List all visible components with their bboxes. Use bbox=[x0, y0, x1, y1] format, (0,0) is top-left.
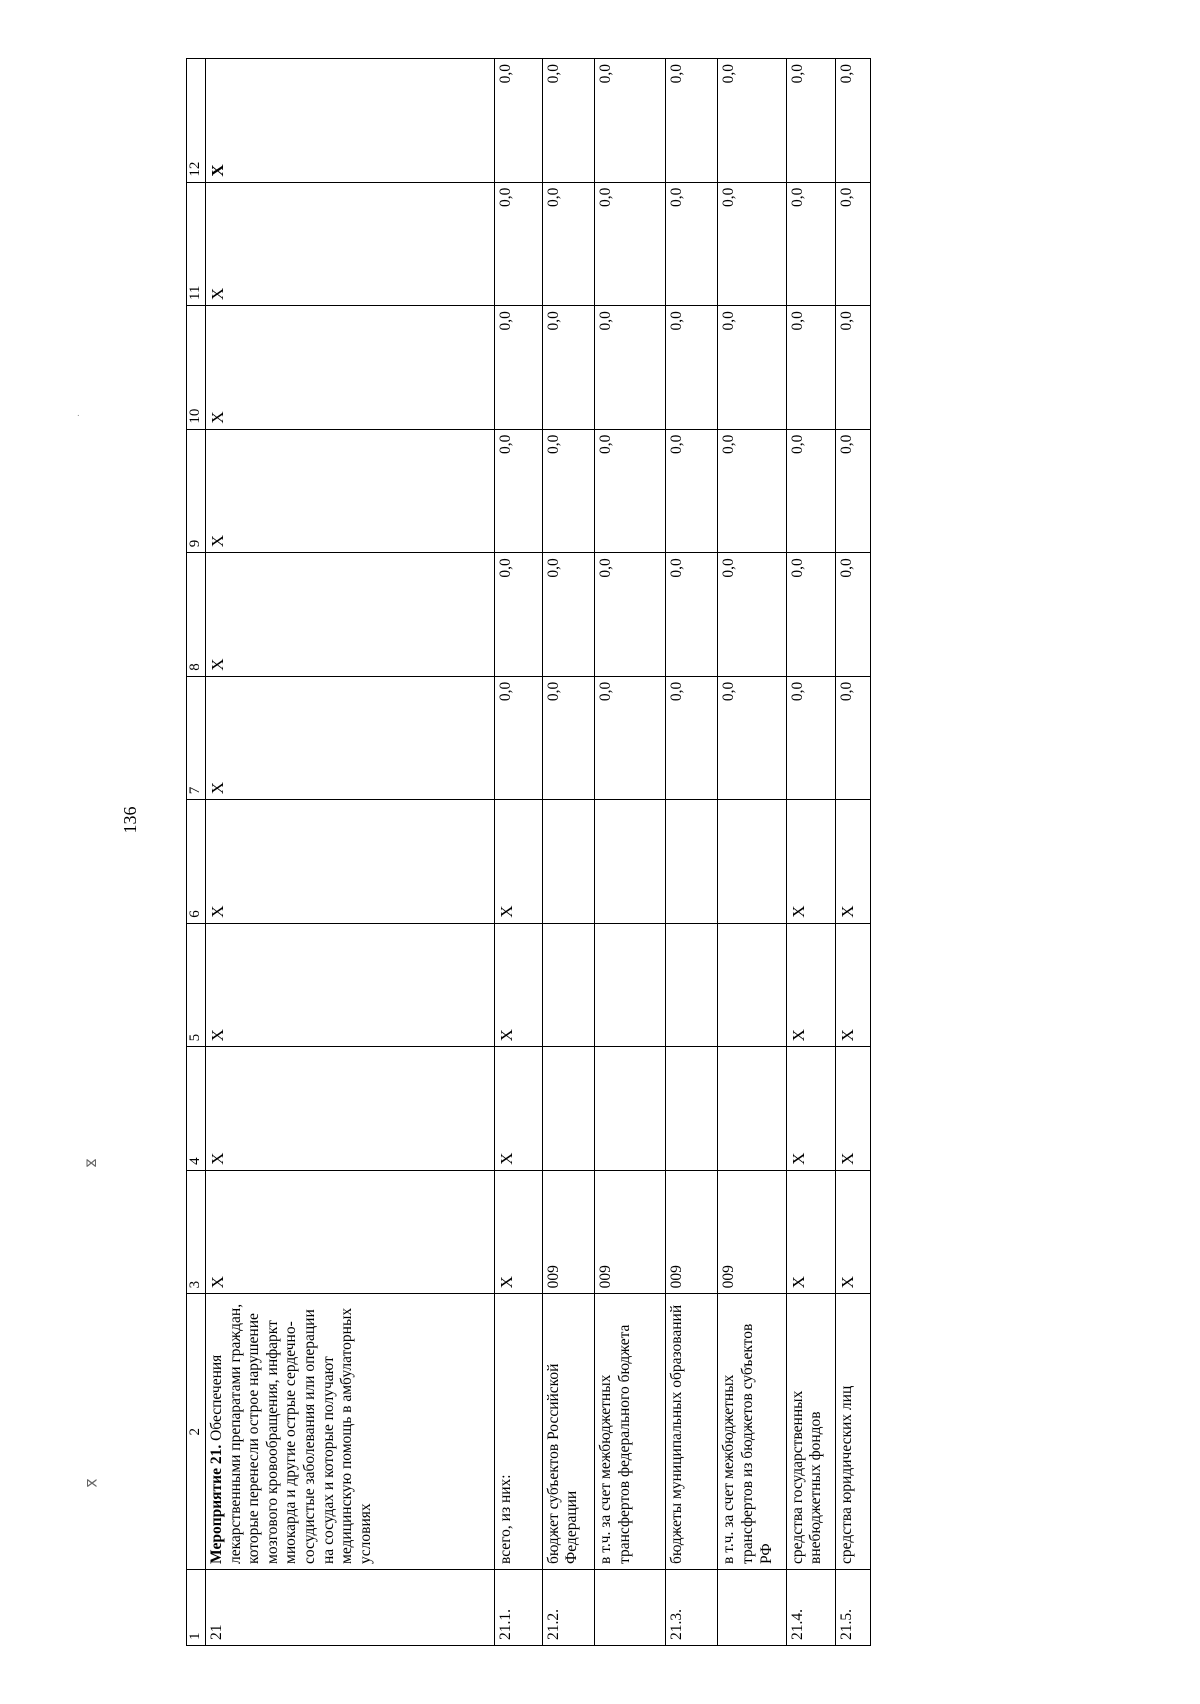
header-cell: 2 bbox=[187, 1294, 206, 1570]
table-cell: X bbox=[495, 923, 542, 1047]
header-cell: 6 bbox=[187, 800, 206, 924]
page-number: 136 bbox=[120, 806, 140, 834]
table-row bbox=[495, 59, 542, 1646]
table-cell: 0,0 bbox=[542, 676, 595, 800]
header-cell: 3 bbox=[187, 1170, 206, 1294]
table-cell bbox=[665, 1047, 718, 1171]
table-cell: 0,0 bbox=[836, 306, 871, 430]
table-cell: X bbox=[495, 1047, 542, 1171]
table-cell: X bbox=[495, 800, 542, 924]
table-row bbox=[836, 59, 871, 1646]
row-id bbox=[595, 1569, 666, 1645]
table-row bbox=[665, 59, 718, 1646]
table-cell: 0,0 bbox=[786, 306, 835, 430]
table-cell: X bbox=[786, 1170, 835, 1294]
row-id: 21.2. bbox=[542, 1569, 595, 1645]
table-cell: 0,0 bbox=[718, 429, 786, 553]
table-cell: 0,0 bbox=[542, 59, 595, 183]
header-cell: 10 bbox=[187, 306, 206, 430]
scan-mark: · bbox=[74, 413, 86, 418]
table-cell: 0,0 bbox=[595, 429, 666, 553]
table-cell: 0,0 bbox=[718, 59, 786, 183]
table-row bbox=[205, 59, 494, 1646]
table-cell: 0,0 bbox=[595, 676, 666, 800]
table-cell: 0,0 bbox=[718, 182, 786, 306]
table-row bbox=[542, 59, 595, 1646]
table-cell bbox=[542, 800, 595, 924]
table-cell: X bbox=[786, 1047, 835, 1171]
header-cell: 1 bbox=[187, 1569, 206, 1645]
table-cell: X bbox=[205, 1170, 494, 1294]
row-label: бюджеты муниципальных образований bbox=[665, 1294, 718, 1570]
table-cell: X bbox=[495, 1170, 542, 1294]
header-cell: 7 bbox=[187, 676, 206, 800]
header-cell: 11 bbox=[187, 182, 206, 306]
table-cell: 0,0 bbox=[665, 553, 718, 677]
table-cell: X bbox=[205, 553, 494, 677]
table-cell: X bbox=[205, 429, 494, 553]
table-cell: X bbox=[205, 923, 494, 1047]
table-cell: X bbox=[205, 182, 494, 306]
table-cell bbox=[718, 923, 786, 1047]
table-cell: 0,0 bbox=[718, 676, 786, 800]
budget-table bbox=[186, 58, 871, 1646]
table-cell: X bbox=[786, 923, 835, 1047]
table-cell bbox=[665, 923, 718, 1047]
row-label-text: Обеспечения лекарственными препаратами граждан, которые перенесли острое нарушение мозгового кровообращения, инфаркт миокарда и другие острые сердечно-сосудистые заболевания или операции на сосудах и которые получают медицинскую помощь в амбулаторных условиях bbox=[207, 1303, 374, 1564]
table-cell: 0,0 bbox=[665, 676, 718, 800]
row-label-bold: Мероприятие 21. bbox=[207, 1444, 225, 1564]
table-cell bbox=[595, 923, 666, 1047]
header-cell: 12 bbox=[187, 59, 206, 183]
row-label bbox=[205, 1294, 494, 1570]
table-cell: 0,0 bbox=[542, 306, 595, 430]
table-cell bbox=[718, 1047, 786, 1171]
table-cell: 0,0 bbox=[665, 182, 718, 306]
table-cell: 0,0 bbox=[786, 553, 835, 677]
row-label: средства юридических лиц bbox=[836, 1294, 871, 1570]
table-cell: 0,0 bbox=[495, 676, 542, 800]
table-cell bbox=[595, 800, 666, 924]
table-cell: X bbox=[786, 800, 835, 924]
table-cell: 009 bbox=[542, 1170, 595, 1294]
table-cell: 0,0 bbox=[495, 182, 542, 306]
table-cell: 0,0 bbox=[836, 182, 871, 306]
table-cell: 0,0 bbox=[665, 306, 718, 430]
table-cell: 0,0 bbox=[595, 182, 666, 306]
table-cell: 0,0 bbox=[595, 553, 666, 677]
row-id: 21 bbox=[205, 1569, 494, 1645]
row-id bbox=[718, 1569, 786, 1645]
table-cell: 0,0 bbox=[836, 59, 871, 183]
table-row bbox=[595, 59, 666, 1646]
table-cell bbox=[542, 923, 595, 1047]
row-id: 21.4. bbox=[786, 1569, 835, 1645]
table-cell: 0,0 bbox=[836, 553, 871, 677]
table-cell: 0,0 bbox=[595, 306, 666, 430]
table-cell: 0,0 bbox=[718, 553, 786, 677]
table-cell: 0,0 bbox=[542, 553, 595, 677]
table-cell: 009 bbox=[665, 1170, 718, 1294]
table-cell: 009 bbox=[718, 1170, 786, 1294]
header-row bbox=[187, 59, 206, 1646]
table-cell bbox=[542, 1047, 595, 1171]
header-cell: 9 bbox=[187, 429, 206, 553]
table-cell: 0,0 bbox=[495, 59, 542, 183]
table-cell: 0,0 bbox=[786, 676, 835, 800]
table-cell: X bbox=[205, 800, 494, 924]
table-cell: 0,0 bbox=[542, 182, 595, 306]
table-cell: 0,0 bbox=[836, 676, 871, 800]
row-label: в т.ч. за счет межбюджетных трансфертов федерального бюджета bbox=[595, 1294, 666, 1570]
table-cell: 0,0 bbox=[495, 429, 542, 553]
table-cell: 0,0 bbox=[786, 429, 835, 553]
table-cell: X bbox=[205, 676, 494, 800]
table-row bbox=[786, 59, 835, 1646]
table-row bbox=[718, 59, 786, 1646]
row-label: бюджет субъектов Российской Федерации bbox=[542, 1294, 595, 1570]
table-cell: X bbox=[205, 1047, 494, 1171]
row-label: всего, из них: bbox=[495, 1294, 542, 1570]
row-id: 21.5. bbox=[836, 1569, 871, 1645]
table-cell bbox=[595, 1047, 666, 1171]
table-cell: 0,0 bbox=[495, 306, 542, 430]
header-cell: 8 bbox=[187, 553, 206, 677]
table-cell: X bbox=[836, 800, 871, 924]
row-id: 21.3. bbox=[665, 1569, 718, 1645]
row-label: в т.ч. за счет межбюджетных трансфертов из бюджетов субъектов РФ bbox=[718, 1294, 786, 1570]
table-cell: 0,0 bbox=[786, 182, 835, 306]
table-cell: 0,0 bbox=[836, 429, 871, 553]
table-cell: X bbox=[205, 59, 494, 183]
header-cell: 4 bbox=[187, 1047, 206, 1171]
table-cell: 0,0 bbox=[665, 59, 718, 183]
row-label: средства государственных внебюджетных фондов bbox=[786, 1294, 835, 1570]
table-cell: X bbox=[205, 306, 494, 430]
table-cell bbox=[718, 800, 786, 924]
table-cell: 0,0 bbox=[595, 59, 666, 183]
table-cell bbox=[665, 800, 718, 924]
row-id: 21.1. bbox=[495, 1569, 542, 1645]
table-cell: X bbox=[836, 923, 871, 1047]
table-cell: 0,0 bbox=[495, 553, 542, 677]
rotated-table-container bbox=[186, 58, 871, 1646]
scan-mark: ⴳ bbox=[84, 1478, 100, 1488]
scan-mark: ⴵ bbox=[84, 1158, 100, 1168]
table-cell: X bbox=[836, 1170, 871, 1294]
table-cell: 0,0 bbox=[665, 429, 718, 553]
header-cell: 5 bbox=[187, 923, 206, 1047]
table-cell: 0,0 bbox=[542, 429, 595, 553]
table-cell: X bbox=[836, 1047, 871, 1171]
table-cell: 0,0 bbox=[718, 306, 786, 430]
table-cell: 009 bbox=[595, 1170, 666, 1294]
table-cell: 0,0 bbox=[786, 59, 835, 183]
